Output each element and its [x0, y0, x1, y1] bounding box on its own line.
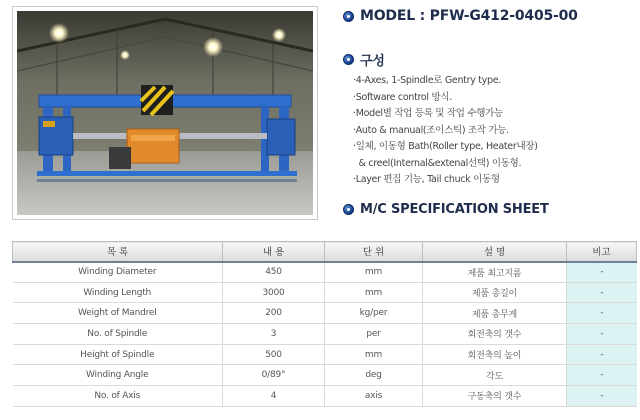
feature-item: ·Layer 편집 기능, Tail chuck 이동형 — [353, 174, 500, 185]
cell-description: 회전축의 높이 — [423, 344, 567, 365]
feature-list — [353, 73, 538, 189]
table-row — [13, 386, 637, 407]
cell-unit: kg/per — [325, 303, 423, 324]
table-header-row — [13, 242, 637, 262]
cell-description: 각도 — [423, 365, 567, 386]
column-header-content: 내 용 — [223, 242, 325, 262]
cell-content: 200 — [223, 303, 325, 324]
table-row — [13, 324, 637, 345]
cell-content: 3000 — [223, 282, 325, 303]
cell-content: 0/89° — [223, 365, 325, 386]
feature-item: ·Software control 방식. — [353, 91, 452, 103]
cell-content: 4 — [223, 386, 325, 407]
spec-title: M/C SPECIFICATION SHEET — [360, 202, 549, 217]
cell-item: Height of Spindle — [13, 344, 223, 365]
bullet-icon — [343, 204, 354, 215]
cell-unit: axis — [325, 386, 423, 407]
machine-photo — [17, 11, 313, 215]
table-row — [13, 344, 637, 365]
table-row — [13, 365, 637, 386]
model-heading — [343, 8, 578, 24]
feature-item: & creel(Internal&extenal선택) 이동형. — [353, 157, 522, 169]
cell-item: Weight of Mandrel — [13, 303, 223, 324]
column-header-note: 비고 — [567, 242, 637, 262]
cell-description: 제품 최고지름 — [423, 262, 567, 283]
cell-description: 회전축의 갯수 — [423, 324, 567, 345]
cell-note: - — [567, 303, 637, 324]
cell-note: - — [567, 324, 637, 345]
cell-unit: mm — [325, 344, 423, 365]
column-header-description: 설 명 — [423, 242, 567, 262]
spec-table — [12, 241, 637, 407]
cell-description: 제품 총길이 — [423, 282, 567, 303]
cell-item: Winding Length — [13, 282, 223, 303]
cell-note: - — [567, 365, 637, 386]
cell-description: 제품 총무게 — [423, 303, 567, 324]
composition-title: 구성 — [360, 54, 385, 69]
cell-item: No. of Spindle — [13, 324, 223, 345]
feature-item: ·4-Axes, 1-Spindle로 Gentry type. — [353, 75, 501, 86]
cell-item: Winding Diameter — [13, 262, 223, 283]
cell-content: 450 — [223, 262, 325, 283]
cell-unit: mm — [325, 282, 423, 303]
table-row — [13, 262, 637, 283]
cell-unit: deg — [325, 365, 423, 386]
cell-note: - — [567, 282, 637, 303]
cell-unit: mm — [325, 262, 423, 283]
cell-note: - — [567, 344, 637, 365]
feature-item: ·Model별 작업 등록 및 작업 수행가능 — [353, 108, 503, 119]
cell-item: No. of Axis — [13, 386, 223, 407]
bullet-icon — [343, 11, 354, 22]
machine-photo-frame — [12, 6, 318, 220]
cell-note: - — [567, 386, 637, 407]
cell-note: - — [567, 262, 637, 283]
feature-item: ·Auto & manual(조이스틱) 조작 가능. — [353, 124, 509, 136]
bullet-icon — [343, 54, 354, 65]
column-header-unit: 단 위 — [325, 242, 423, 262]
cell-unit: per — [325, 324, 423, 345]
cell-content: 500 — [223, 344, 325, 365]
model-label: MODEL : PFW-G412-0405-00 — [360, 8, 578, 24]
cell-content: 3 — [223, 324, 325, 345]
cell-description: 구동축의 갯수 — [423, 386, 567, 407]
table-row — [13, 282, 637, 303]
column-header-item: 목 록 — [13, 242, 223, 262]
feature-item: ·일체, 이동형 Bath(Roller type, Heater내장) — [353, 141, 538, 152]
table-row — [13, 303, 637, 324]
cell-item: Winding Angle — [13, 365, 223, 386]
composition-heading — [343, 50, 385, 69]
spec-heading — [343, 202, 549, 217]
